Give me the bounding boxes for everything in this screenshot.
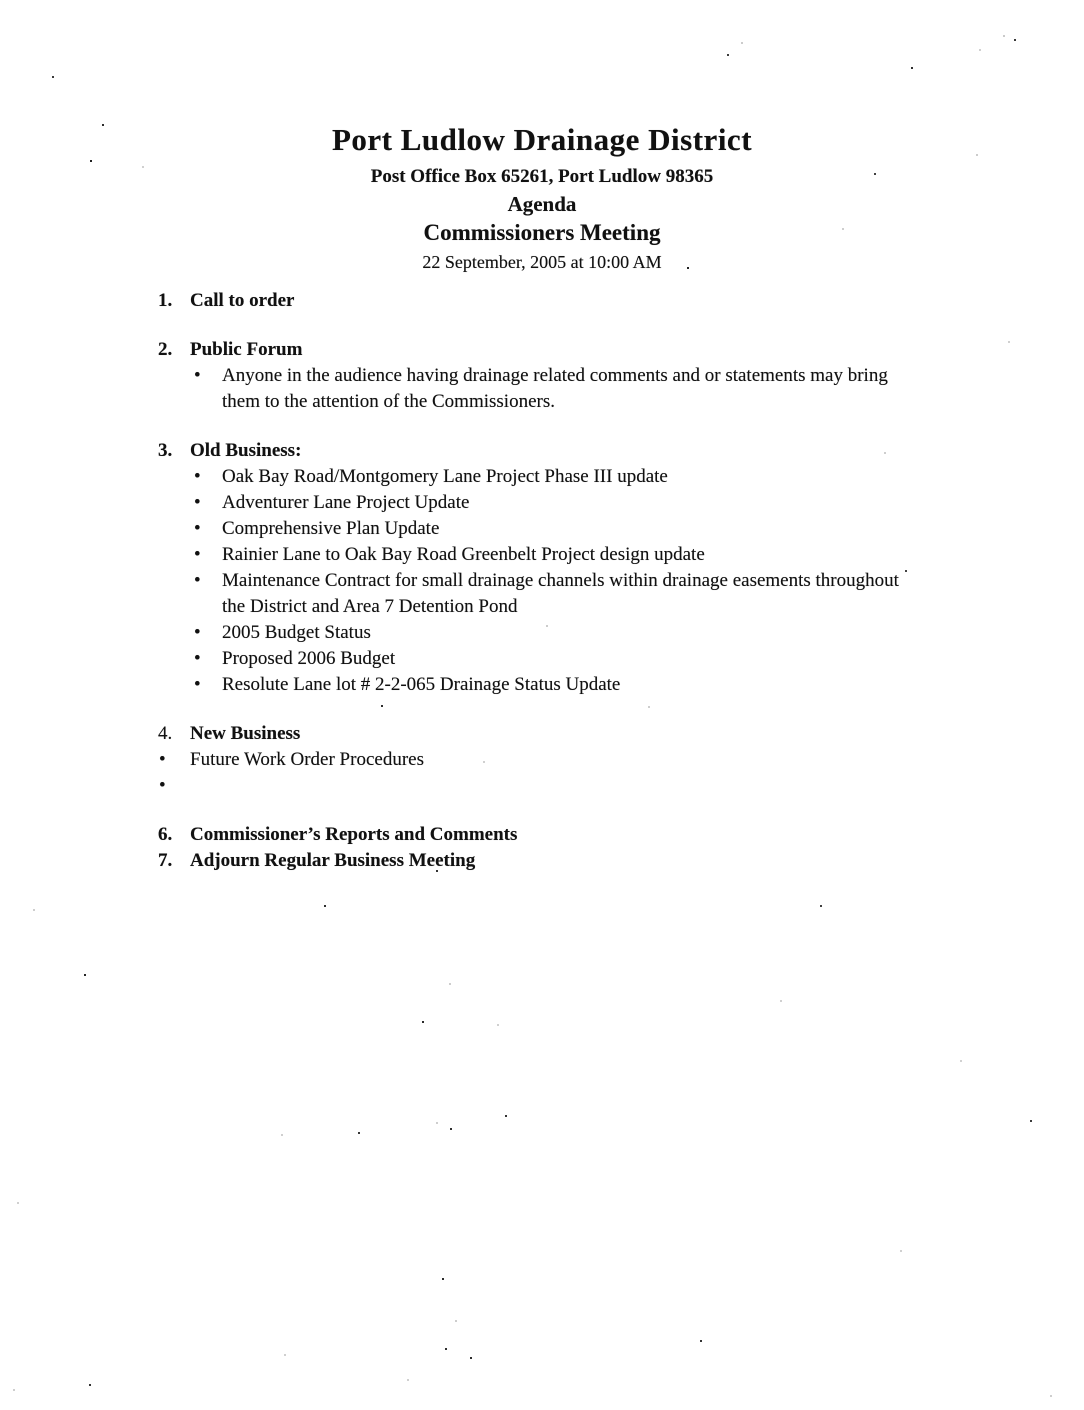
agenda-list [158,288,1084,874]
agenda-item-new-business [158,721,1084,799]
bullet-item [158,620,902,646]
bullet-text: Comprehensive Plan Update [222,518,440,539]
document-header [0,0,1084,275]
bullet-text: Maintenance Contract for small drainage channels within drainage easements throughout the District and Area 7 Detention Pond [222,570,899,617]
item-number: 2. [158,339,173,360]
bullet-icon: • [194,466,201,487]
agenda-item-heading [158,337,1084,363]
bullet-icon: • [194,648,201,669]
item-number: 3. [158,440,173,461]
agenda-item-heading [158,822,1084,848]
bullet-text: Proposed 2006 Budget [222,648,396,669]
agenda-item-commissioners-reports [158,822,1084,848]
item-title: Old Business: [190,440,302,461]
bullet-text: Anyone in the audience having drainage related comments and or statements may bring them to the attention of the Commissioners. [222,365,888,412]
bullet-text: 2005 Budget Status [222,622,371,643]
bullet-icon: • [194,674,201,695]
item-title: Public Forum [190,339,303,360]
bullet-item [158,516,902,542]
agenda-item-heading [158,438,1084,464]
bullet-icon: • [159,775,166,796]
item-number: 7. [158,850,173,871]
agenda-item-heading [158,848,1084,874]
page-title: Port Ludlow Drainage District [331,122,753,157]
bullet-icon: • [194,622,201,643]
bullet-item [158,542,902,568]
item-title: Commissioner’s Reports and Comments [190,824,518,845]
bullet-icon: • [159,749,166,770]
bullet-icon: • [194,518,201,539]
bullet-item [158,363,902,415]
bullet-item [158,490,902,516]
item-number: 1. [158,290,173,311]
item-number: 6. [158,824,173,845]
bullet-text: Resolute Lane lot # 2-2-065 Drainage Status Update [222,674,621,695]
bullet-text: Adventurer Lane Project Update [222,492,470,513]
bullet-icon: • [194,544,201,565]
bullet-item [158,568,902,620]
agenda-item-heading [158,288,1084,314]
item-title: New Business [190,723,301,744]
bullet-item [158,464,902,490]
bullet-item-empty [158,773,890,799]
agenda-item-heading [158,721,1084,747]
meeting-datetime: 22 September, 2005 at 10:00 AM [422,252,662,272]
meeting-title: Commissioners Meeting [423,220,661,245]
bullet-icon: • [194,570,201,591]
item-title: Adjourn Regular Business Meeting [190,850,476,871]
bullet-item [158,672,902,698]
item-number: 4. [158,723,173,744]
agenda-item-call-to-order [158,288,1084,314]
bullet-icon: • [194,492,201,513]
address-line: Post Office Box 65261, Port Ludlow 98365 [370,166,714,187]
item-title: Call to order [190,290,295,311]
bullet-text: Rainier Lane to Oak Bay Road Greenbelt Project design update [222,544,705,565]
bullet-icon: • [194,365,201,386]
bullet-text: Oak Bay Road/Montgomery Lane Project Phase III update [222,466,668,487]
agenda-item-adjourn [158,848,1084,874]
agenda-item-old-business [158,438,1084,698]
bullet-item [158,747,890,773]
agenda-item-public-forum [158,337,1084,415]
agenda-label: Agenda [507,192,577,216]
bullet-text: Future Work Order Procedures [190,749,424,770]
bullet-item [158,646,902,672]
